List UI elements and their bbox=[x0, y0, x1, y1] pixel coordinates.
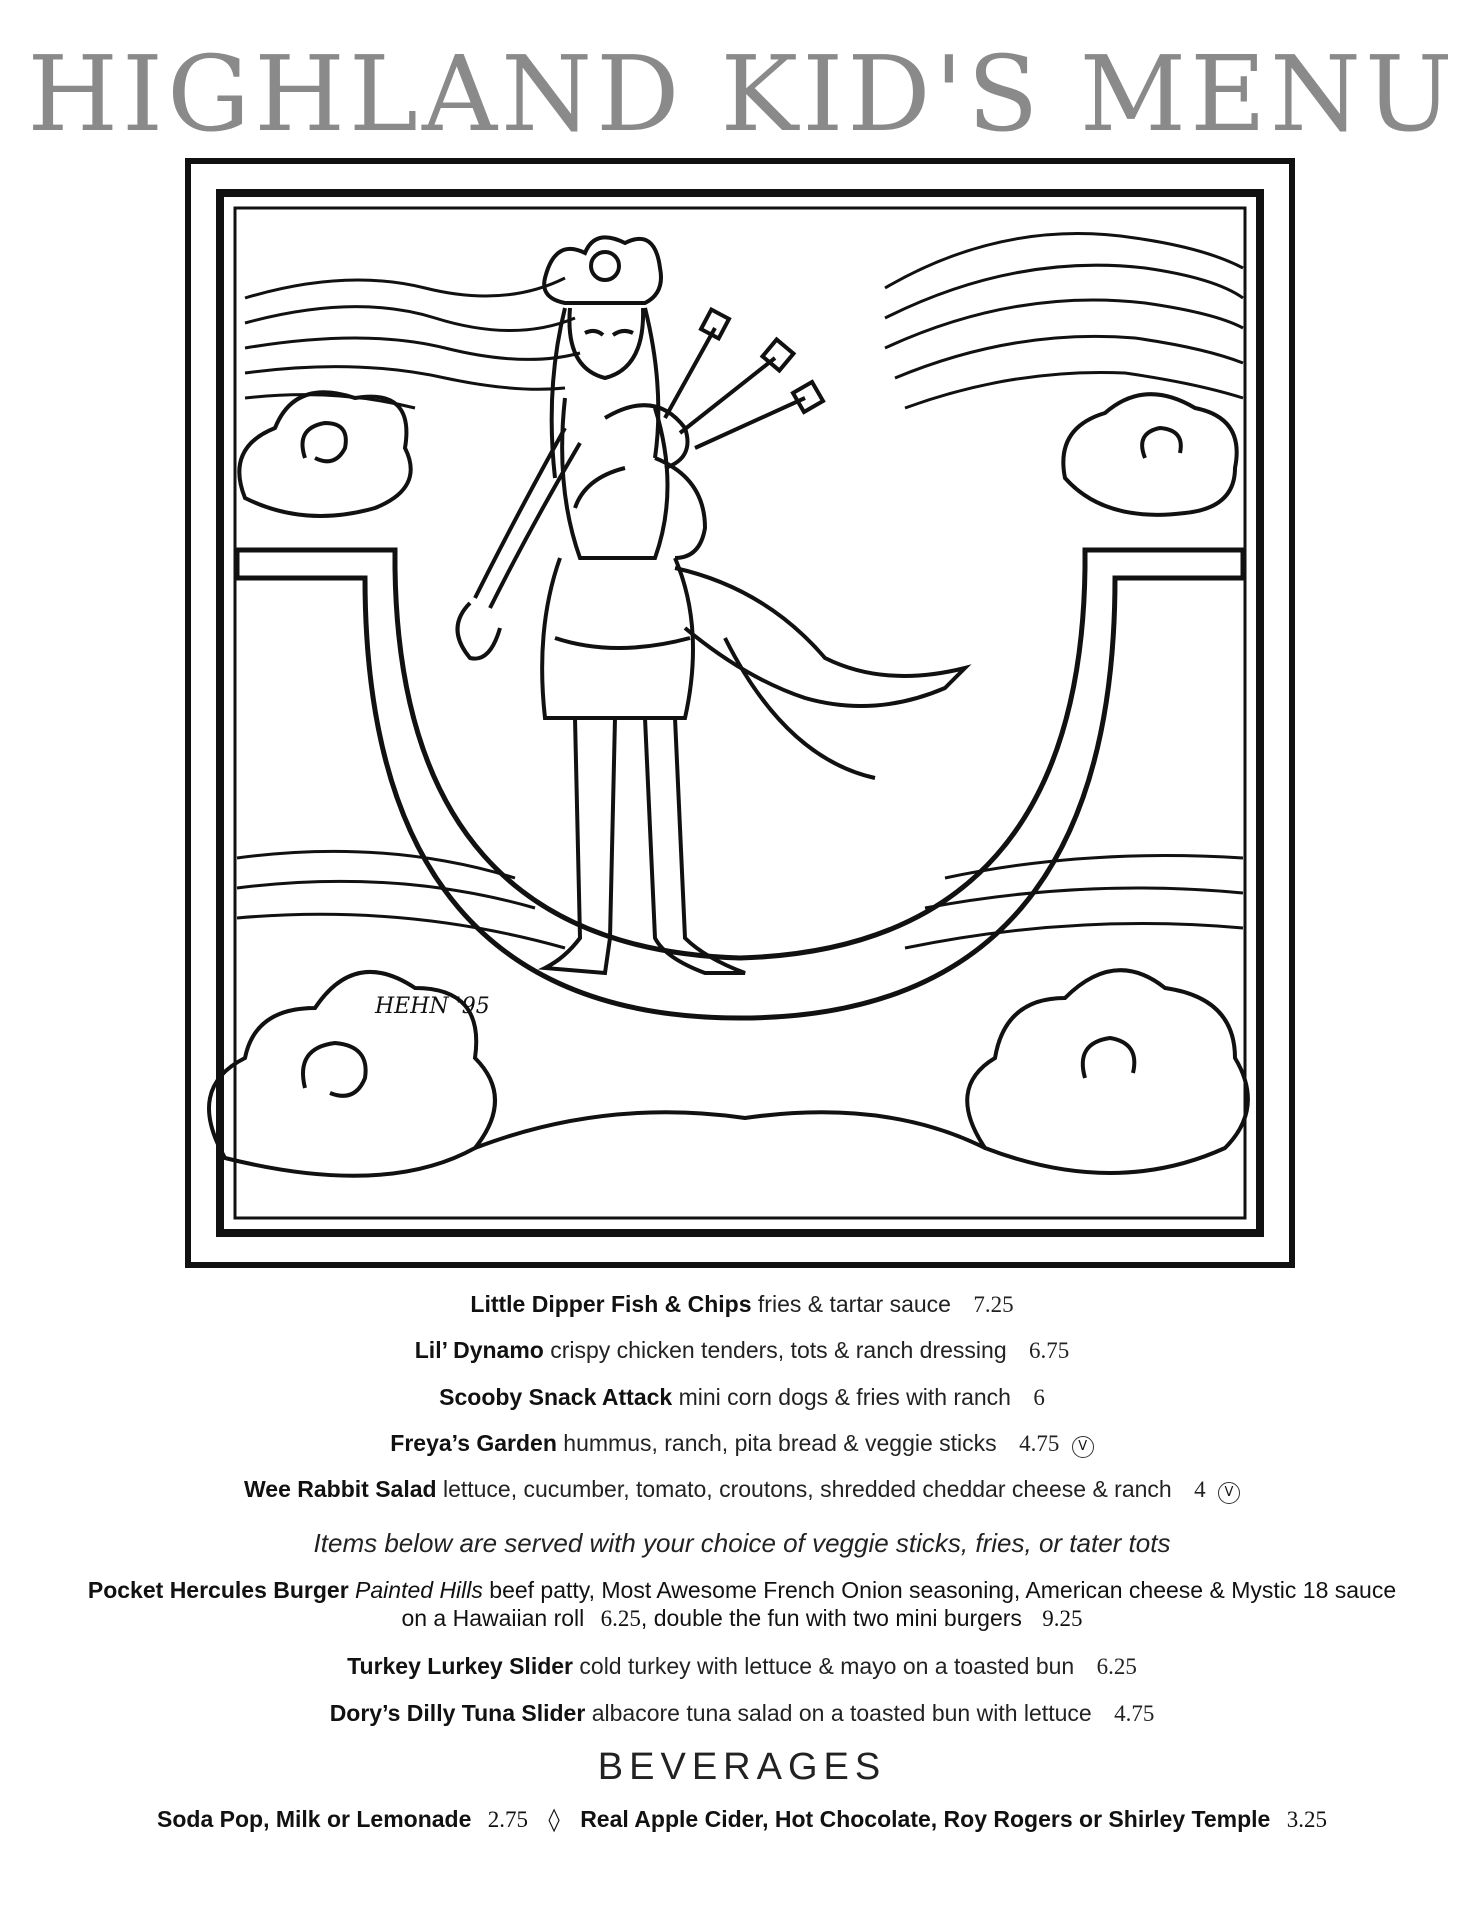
menu-item bbox=[0, 1429, 1484, 1458]
menu-item bbox=[0, 1652, 1484, 1681]
separator-icon: ◊ bbox=[548, 1807, 560, 1833]
item-desc: crispy chicken tenders, tots & ranch dressing bbox=[550, 1337, 1007, 1363]
menu-item: Pocket Hercules Burger Painted Hills beef patty, Most Awesome French Onion seasoning, American cheese & Mystic 18 sauce on a Hawaiian roll 6.25, double the fun with two mini burgers 9.25 bbox=[87, 1577, 1397, 1631]
item-desc: mini corn dogs & fries with ranch bbox=[678, 1384, 1011, 1410]
beverages-heading: BEVERAGES bbox=[597, 1746, 887, 1788]
item-desc: beef patty, Most Awesome French Onion seasoning, American cheese & Mystic 18 sauce bbox=[489, 1577, 1397, 1603]
item-name: Turkey Lurkey Slider bbox=[347, 1653, 574, 1679]
item-name: Freya’s Garden bbox=[390, 1430, 557, 1456]
item-price: 4.75 bbox=[1019, 1431, 1060, 1456]
item-desc: hummus, ranch, pita bread & veggie sticks bbox=[563, 1430, 997, 1456]
item-price: 6.25 bbox=[1096, 1654, 1137, 1679]
beverage-group-2: Real Apple Cider, Hot Chocolate, Roy Rogers or Shirley Temple bbox=[580, 1806, 1271, 1832]
item-desc: cold turkey with lettuce & mayo on a toasted bun bbox=[579, 1653, 1075, 1679]
menu-item bbox=[0, 1290, 1484, 1319]
item-desc: on a Hawaiian roll bbox=[401, 1605, 585, 1631]
item-price: 6.75 bbox=[1029, 1338, 1070, 1363]
item-price: 7.25 bbox=[973, 1292, 1014, 1317]
item-name: Dory’s Dilly Tuna Slider bbox=[329, 1700, 586, 1726]
item-desc: albacore tuna salad on a toasted bun with lettuce bbox=[591, 1700, 1092, 1726]
vegetarian-icon: V bbox=[1072, 1436, 1094, 1458]
beverages-line bbox=[0, 1806, 1484, 1833]
vegetarian-icon: V bbox=[1218, 1482, 1240, 1504]
bagpiper-illustration bbox=[185, 158, 1295, 1268]
menu-item bbox=[0, 1383, 1484, 1412]
item-name: Wee Rabbit Salad bbox=[243, 1476, 437, 1502]
item-extra: double the fun with two mini burgers bbox=[653, 1605, 1022, 1631]
svg-text:HEHN '95: HEHN '95 bbox=[375, 994, 490, 1019]
item-price: 6.25 bbox=[600, 1606, 641, 1631]
item-price: 4 bbox=[1194, 1477, 1206, 1502]
item-name: Pocket Hercules Burger bbox=[87, 1577, 349, 1603]
item-name: Scooby Snack Attack bbox=[439, 1384, 673, 1410]
beverage-price-2: 3.25 bbox=[1286, 1807, 1327, 1832]
item-name: Lil’ Dynamo bbox=[414, 1337, 544, 1363]
item-price: 6 bbox=[1033, 1385, 1045, 1410]
menu-item bbox=[0, 1475, 1484, 1504]
menu-item bbox=[0, 1336, 1484, 1365]
item-desc: lettuce, cucumber, tomato, croutons, shredded cheddar cheese & ranch bbox=[442, 1476, 1172, 1502]
item-brand: Painted Hills bbox=[355, 1577, 483, 1603]
item-extra-price: 9.25 bbox=[1042, 1606, 1083, 1631]
menu-item bbox=[0, 1699, 1484, 1728]
beverage-price-1: 2.75 bbox=[487, 1807, 529, 1832]
item-name: Little Dipper Fish & Chips bbox=[470, 1291, 752, 1317]
item-price: 4.75 bbox=[1114, 1701, 1155, 1726]
beverage-group-1: Soda Pop, Milk or Lemonade bbox=[157, 1806, 472, 1832]
item-desc: fries & tartar sauce bbox=[757, 1291, 951, 1317]
sides-note: Items below are served with your choice of veggie sticks, fries, or tater tots bbox=[313, 1528, 1171, 1558]
page-title: HIGHLAND KID'S MENU bbox=[27, 33, 1457, 155]
